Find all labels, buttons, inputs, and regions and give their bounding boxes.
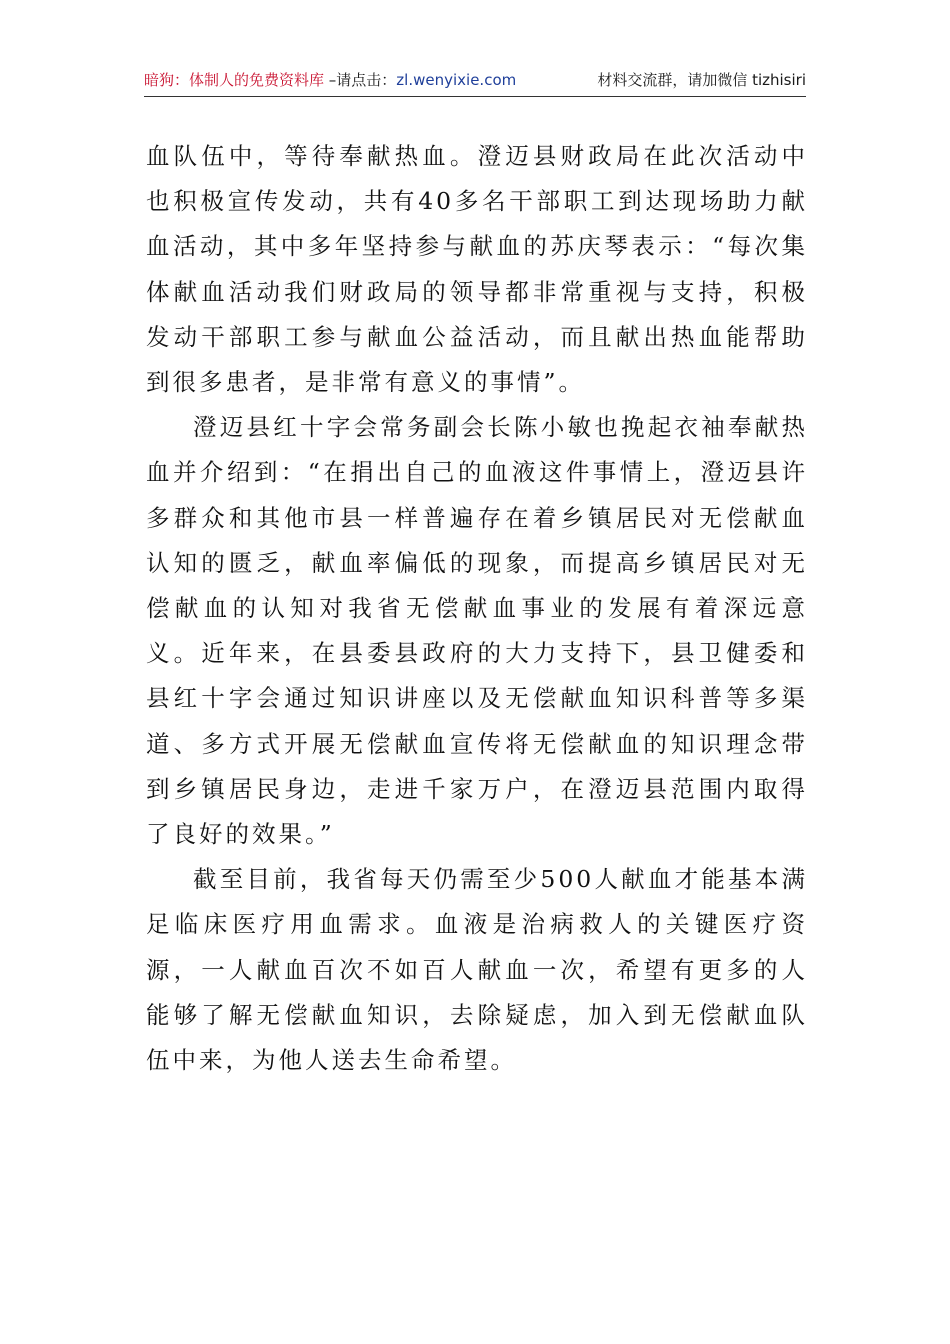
paragraph-1: 血队伍中，等待奉献热血。澄迈县财政局在此次活动中也积极宣传发动，共有40多名干部职工到达现场助力献血活动，其中多年坚持参与献血的苏庆琴表示：“每次集体献血活动我们财政局的领导都非常重视与支持，积极发动干部职工参与献血公益活动，而且献出热血能帮助到很多患者，是非常有意义的事情”。 xyxy=(146,142,808,397)
page-header xyxy=(144,66,806,97)
paragraph-2: 澄迈县红十字会常务副会长陈小敏也挽起衣袖奉献热血并介绍到：“在捐出自己的血液这件事情上，澄迈县许多群众和其他市县一样普遍存在着乡镇居民对无偿献血认知的匮乏，献血率偏低的现象，而提高乡镇居民对无偿献血的认知对我省无偿献血事业的发展有着深远意义。近年来，在县委县政府的大力支持下，县卫健委和县红十字会通过知识讲座以及无偿献血知识科普等多渠道、多方式开展无偿献血宣传将无偿献血的知识理念带到乡镇居民身边，走进千家万户，在澄迈县范围内取得了良好的效果。” xyxy=(146,413,808,849)
header-contact: 材料交流群，请加微信 tizhisiri xyxy=(597,71,806,89)
paragraph-3: 截至目前，我省每天仍需至少500人献血才能基本满足临床医疗用血需求。血液是治病救人的关键医疗资源，一人献血百次不如百人献血一次，希望有更多的人能够了解无偿献血知识，去除疑虑，加入到无偿献血队伍中来，为他人送去生命希望。 xyxy=(146,865,808,1075)
document-body xyxy=(146,134,808,1083)
header-brand: 暗狗：体制人的免费资料库 xyxy=(144,71,325,89)
header-click-text: –请点击： xyxy=(324,71,397,89)
header-link[interactable]: zl.wenyixie.com xyxy=(396,71,517,89)
